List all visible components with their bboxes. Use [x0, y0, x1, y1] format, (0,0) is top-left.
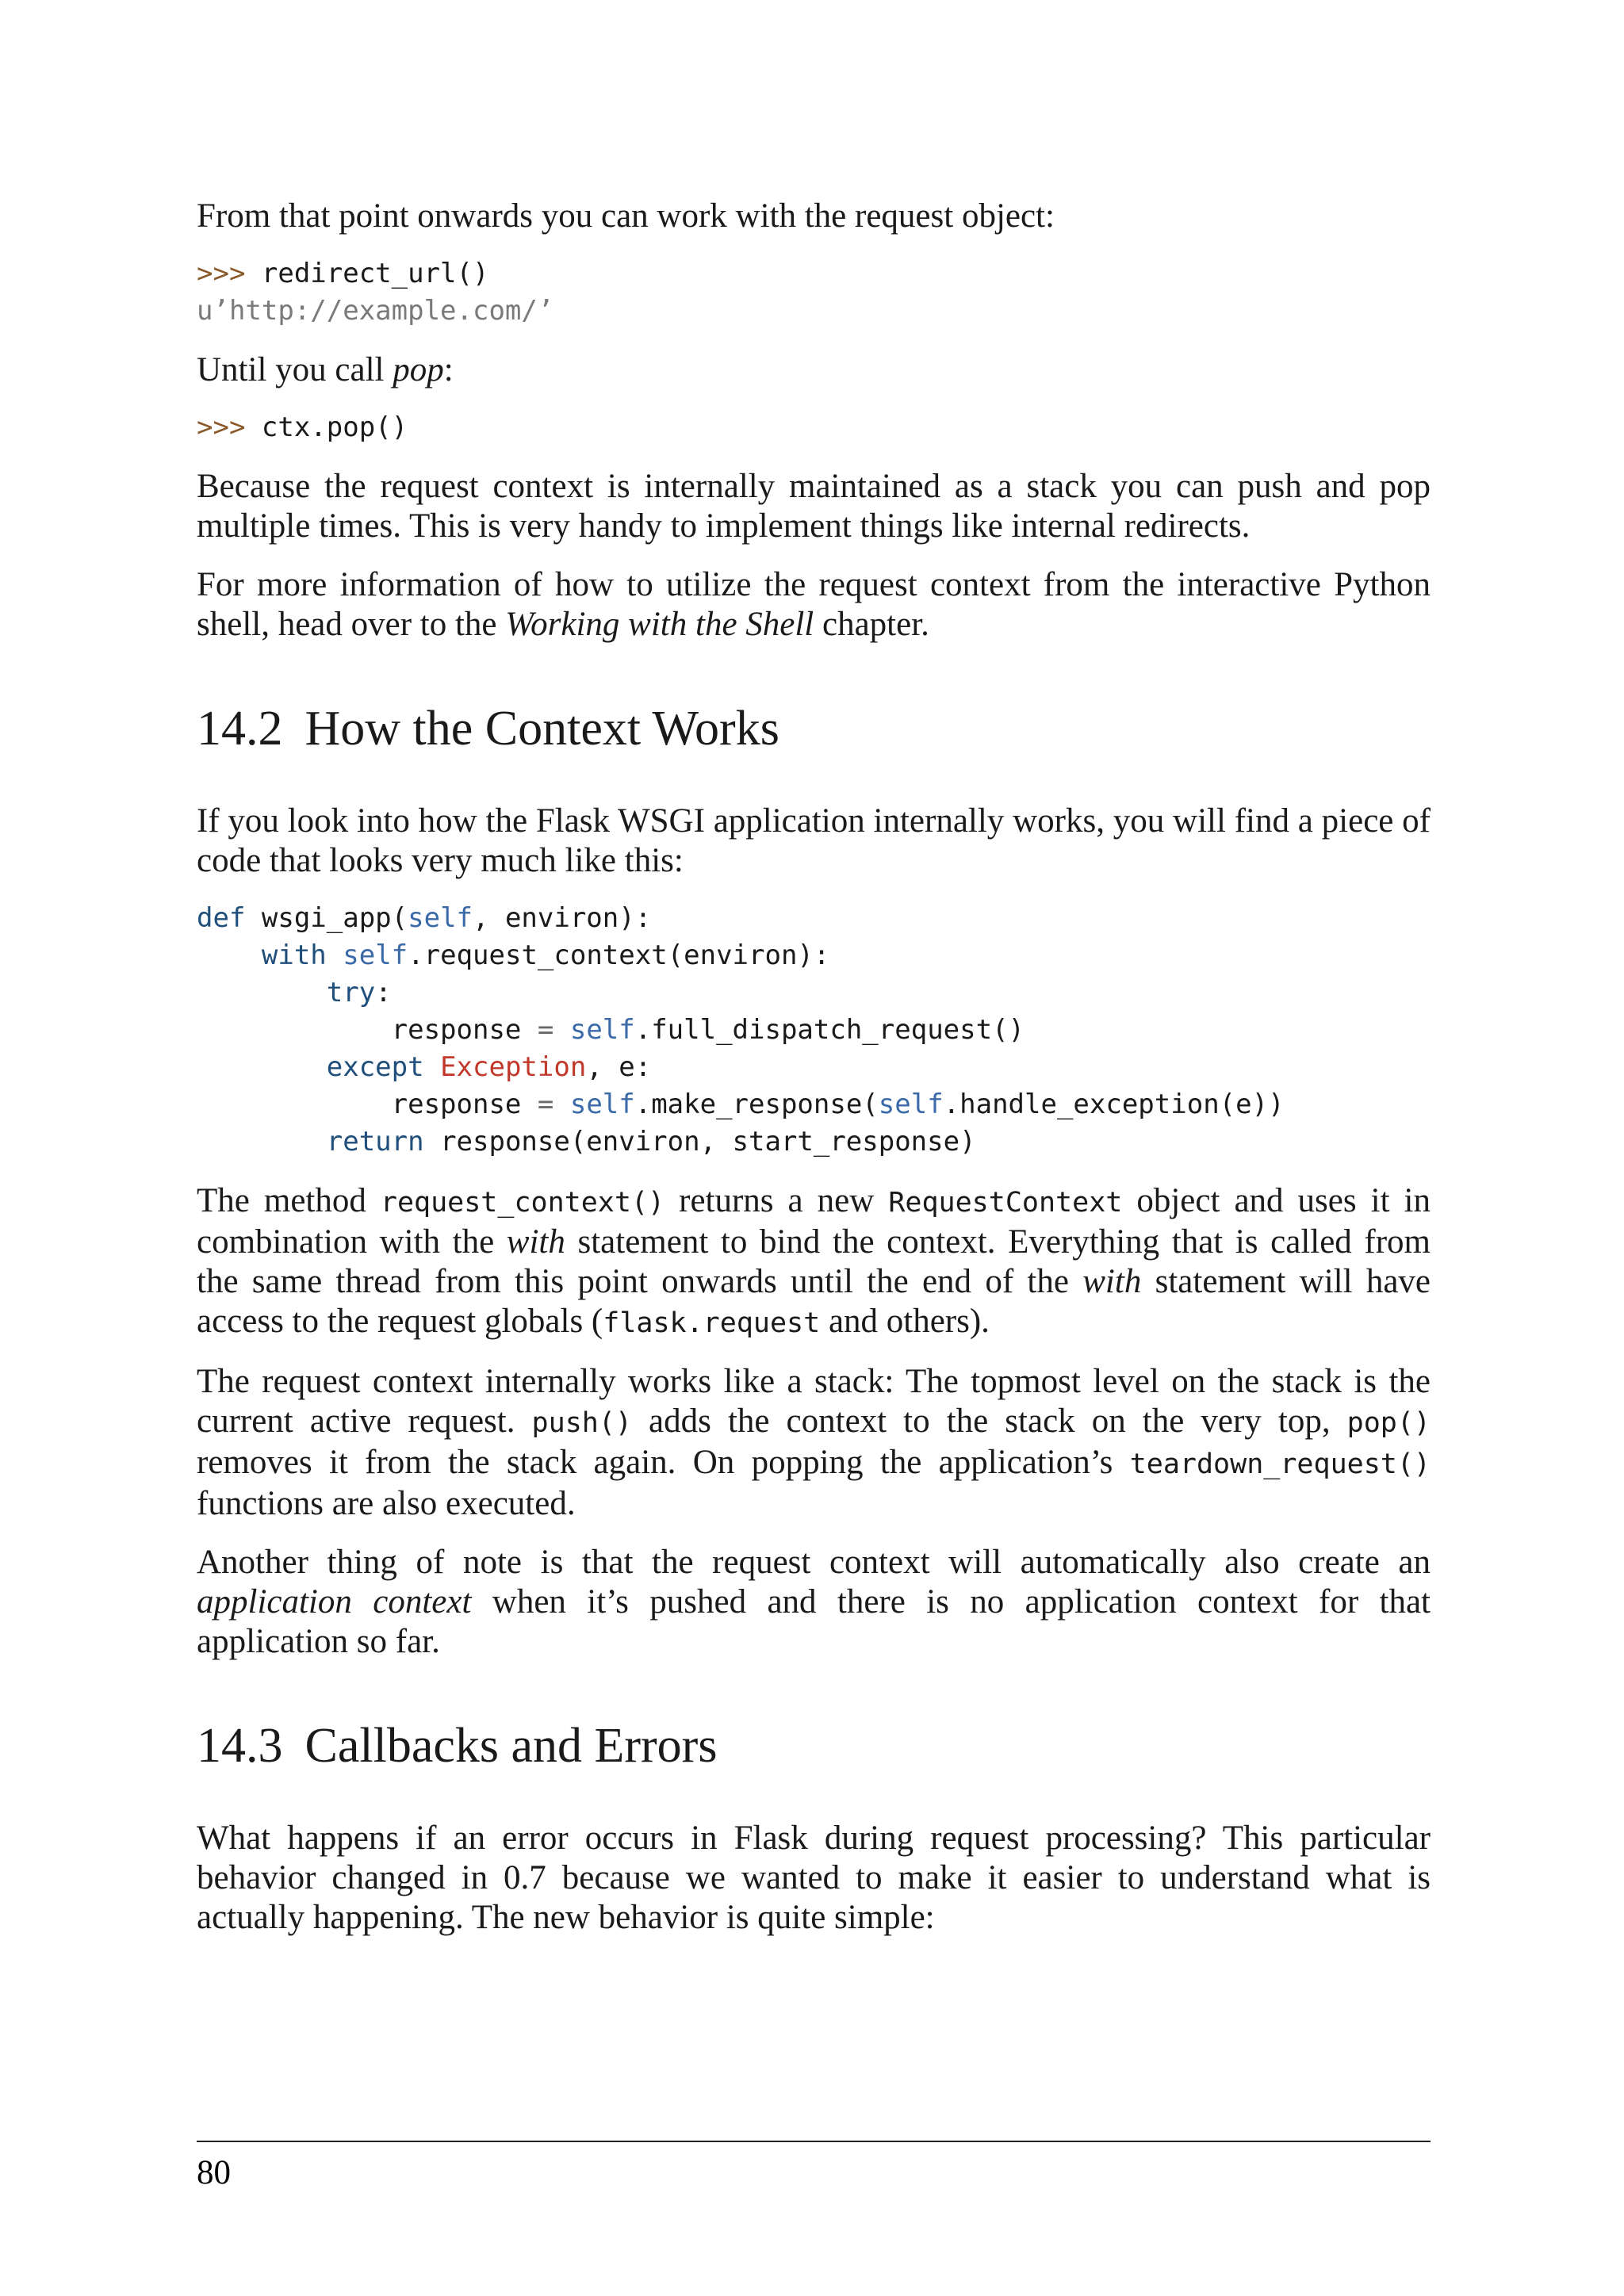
paragraph-wsgi-intro: If you look into how the Flask WSGI application internally works, you will find a piece of code that looks very much like this:	[197, 802, 1431, 879]
code-command: ctx.pop()	[245, 411, 408, 443]
inline-code: request_context()	[380, 1187, 665, 1219]
code-block-wsgi-app	[197, 900, 1431, 1161]
code-text: wsgi_app(	[245, 902, 408, 934]
chapter-reference: Working with the Shell	[505, 606, 814, 643]
text: Another thing of note is that the request context will automatically also create an	[197, 1544, 1431, 1581]
code-self: self	[569, 1089, 635, 1120]
code-self: self	[878, 1089, 944, 1120]
code-text: , e:	[586, 1051, 652, 1083]
text: returns a new	[665, 1182, 889, 1219]
text: statement will have access to the request globals (	[197, 1263, 1431, 1340]
paragraph-intro: From that point onwards you can work with the request object:	[197, 197, 1055, 235]
text: adds the context to the stack on the very top,	[631, 1402, 1347, 1440]
code-self: self	[408, 902, 473, 934]
code-keyword: with	[261, 939, 327, 971]
code-keyword: return	[326, 1126, 424, 1158]
code-keyword: try	[326, 977, 376, 1008]
paragraph-error-handling: What happens if an error occurs in Flask during request processing? This particular behavior changed in 0.7 because we wanted to make it easier to understand what is actually happening. The new behavior is quite simple:	[197, 1820, 1431, 1936]
section-number: 14.2	[197, 702, 283, 756]
page-number: 80	[197, 2154, 231, 2191]
code-space	[327, 939, 343, 971]
emphasis: with	[1082, 1263, 1142, 1300]
code-keyword: def	[197, 902, 246, 934]
text: The request context internally works like a stack: The topmost level on the stack is the current active request.	[197, 1363, 1431, 1440]
paragraph-request-context-method	[197, 1181, 1431, 1343]
emphasis: with	[506, 1223, 565, 1261]
code-prompt: >>>	[197, 258, 246, 289]
code-prompt: >>>	[197, 411, 246, 443]
code-space	[424, 1051, 440, 1083]
section-title: How the Context Works	[304, 702, 779, 756]
code-text: response	[391, 1089, 538, 1120]
section-number: 14.3	[197, 1719, 283, 1773]
text: object and uses it in combination with the	[197, 1182, 1431, 1261]
code-text: , environ):	[473, 902, 652, 934]
section-heading-how-context-works	[197, 700, 1431, 757]
text: removes it from the stack again. On popping the application’s	[197, 1444, 1130, 1481]
code-keyword: except	[326, 1051, 424, 1083]
code-indent	[197, 939, 262, 971]
inline-code: push()	[531, 1407, 632, 1439]
code-command: redirect_url()	[245, 258, 489, 289]
code-text: response(environ, start_response)	[423, 1126, 976, 1158]
text: functions are also executed.	[197, 1485, 576, 1522]
text: and others).	[820, 1303, 990, 1340]
text: statement to bind the context. Everything that is called from the same thread from this point onwards until the end of the	[197, 1223, 1431, 1300]
text: Until you call	[197, 351, 393, 388]
section-title: Callbacks and Errors	[304, 1719, 718, 1773]
code-indent	[197, 1014, 392, 1046]
code-text: .full_dispatch_request()	[634, 1014, 1025, 1046]
text: chapter.	[814, 606, 929, 643]
text: :	[443, 351, 454, 388]
code-block-redirect-url	[197, 255, 1431, 330]
code-text: .handle_exception(e))	[943, 1089, 1285, 1120]
inline-code: pop()	[1346, 1407, 1431, 1439]
code-operator: =	[537, 1089, 554, 1120]
text: The method	[197, 1182, 381, 1219]
text: For more information of how to utilize the request context from the interactive Python shell, head over to the	[197, 566, 1431, 643]
paragraph-app-context	[197, 1543, 1431, 1662]
inline-code: RequestContext	[888, 1187, 1123, 1219]
emphasis: pop	[393, 351, 444, 388]
inline-code: teardown_request()	[1129, 1448, 1431, 1480]
paragraph-stack-behavior	[197, 1362, 1431, 1524]
code-operator: =	[537, 1014, 554, 1046]
code-text: :	[375, 977, 392, 1008]
page-body	[197, 197, 1431, 1957]
code-space	[553, 1089, 569, 1120]
code-output: u’http://example.com/’	[197, 295, 554, 327]
code-space	[553, 1014, 569, 1046]
code-indent	[197, 1089, 392, 1120]
code-self: self	[569, 1014, 635, 1046]
code-self: self	[343, 939, 408, 971]
code-indent	[197, 1126, 327, 1158]
text: when it’s pushed and there is no application context for that application so far.	[197, 1583, 1431, 1660]
paragraph-shell-reference	[197, 565, 1431, 645]
code-text: .make_response(	[634, 1089, 879, 1120]
inline-code: flask.request	[603, 1307, 821, 1339]
emphasis: application context	[197, 1583, 472, 1621]
code-exception: Exception	[440, 1051, 587, 1083]
code-indent	[197, 977, 327, 1008]
code-indent	[197, 1051, 327, 1083]
paragraph-stack: Because the request context is internally maintained as a stack you can push and pop multiple times. This is very handy to implement things like internal redirects.	[197, 468, 1431, 545]
page-footer	[197, 2141, 1431, 2193]
code-text: .request_context(environ):	[408, 939, 830, 971]
code-block-ctx-pop	[197, 409, 1431, 446]
section-heading-callbacks-errors	[197, 1717, 1431, 1774]
paragraph-until-pop	[197, 350, 1431, 390]
code-text: response	[391, 1014, 538, 1046]
